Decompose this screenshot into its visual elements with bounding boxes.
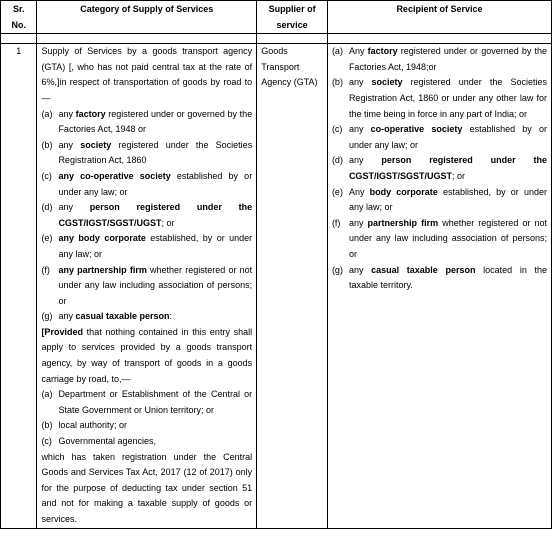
recipient-item-keyword: co-operative society: [370, 124, 463, 135]
recipient-item-suffix: established, by or under any law; or: [348, 186, 547, 213]
recipient-item-keyword: body corporate: [369, 186, 438, 197]
category-item-text: [58, 107, 252, 138]
category-item: [41, 138, 252, 169]
recipient-item: [332, 263, 547, 294]
category-item-prefix: any: [58, 108, 76, 119]
recipient-cell: [327, 44, 551, 528]
category-item-keyword: any partnership firm: [58, 264, 147, 275]
proviso-text: that nothing contained in this entry shall apply to services provided by a goods transport agency, by way of transport of goods in a goods carriage by road, to,—: [41, 326, 253, 384]
recipient-item-text: [349, 75, 547, 122]
category-item-text: [58, 138, 252, 169]
category-item-label: (g): [41, 311, 53, 322]
recipient-item-label: (f): [331, 217, 341, 228]
category-item-text: [58, 169, 252, 200]
category-item-suffix: registered under or governed by the Factories Act, 1948 or: [58, 108, 253, 135]
recipient-item-text: [349, 153, 547, 184]
recipient-item-label: (e): [331, 186, 343, 197]
category-item-text: [58, 200, 252, 231]
category-item: [41, 231, 252, 262]
closing-paragraph: which has taken registration under the Central Goods and Services Tax Act, 2017 (12 of 2017) only for the purpose of deducting tax under section 51 and not for making a taxable supply of goods or services.: [41, 451, 253, 524]
recipient-item-keyword: partnership firm: [367, 217, 439, 228]
category-item-text: [58, 263, 252, 310]
recipient-item-suffix: registered under or governed by the Factories Act, 1948;or: [348, 46, 548, 72]
recipient-item-prefix: any: [348, 77, 372, 88]
recipient-item: [332, 75, 547, 122]
proviso-item: [41, 434, 252, 450]
recipient-item: [332, 185, 547, 216]
proviso-item-list: [41, 387, 252, 449]
category-item-text: [58, 231, 252, 262]
recipient-item: [332, 153, 547, 184]
category-item-keyword: society: [80, 139, 112, 150]
spacer-row: [1, 34, 552, 44]
category-item-keyword: person registered under the CGST/IGST/SGST/UGST: [58, 202, 253, 228]
category-item-label: (f): [41, 264, 50, 275]
recipient-item-text: [349, 263, 547, 294]
recipient-item-prefix: Any: [348, 46, 368, 57]
recipient-item: [332, 44, 547, 75]
category-item-suffix: established by or under any law; or: [58, 170, 253, 197]
category-item-keyword: any body corporate: [58, 233, 146, 244]
recipient-item-label: (a): [331, 46, 343, 57]
category-item-label: (c): [41, 170, 52, 181]
proviso-item-label: (c): [41, 436, 52, 447]
proviso-item-text: local authority; or: [58, 420, 127, 431]
recipient-item-text: [349, 185, 547, 216]
proviso-item: [41, 387, 252, 418]
category-item-suffix: ; or: [161, 217, 175, 228]
category-item-label: (d): [41, 202, 53, 213]
recipient-item-keyword: factory: [367, 46, 398, 57]
category-item-suffix: whether registered or not under any law including association of persons; or: [58, 264, 253, 306]
recipient-item-keyword: casual taxable person: [371, 264, 476, 275]
category-item-prefix: any: [58, 202, 90, 213]
category-item: [41, 107, 252, 138]
header-recipient: Recipient of Service: [327, 1, 551, 34]
proviso-item-text: Governmental agencies,: [58, 436, 156, 447]
recipient-item-label: (g): [331, 264, 343, 275]
recipient-item-suffix: registered under the Societies Registration Act, 1860 or under any other law for the time being in force in any part of India; or: [348, 77, 547, 119]
supplier-cell: Goods Transport Agency (GTA): [257, 44, 328, 528]
proviso-item: [41, 418, 252, 434]
proviso-item-text: Department or Establishment of the Central or State Government or Union territory; or: [58, 389, 253, 415]
category-item-label: (a): [41, 108, 53, 119]
recipient-item-label: (c): [331, 124, 343, 135]
recipient-item-keyword: society: [371, 77, 403, 88]
header-category: Category of Supply of Services: [37, 1, 257, 34]
category-item-label: (b): [41, 139, 53, 150]
header-supplier: Supplier of service: [257, 1, 328, 34]
table-row: [1, 44, 552, 528]
recipient-item-suffix: whether registered or not under any law including association of persons; or: [348, 217, 547, 259]
category-item-suffix: registered under the Societies Registration Act, 1860: [58, 139, 253, 166]
category-item-keyword: factory: [75, 108, 106, 119]
recipient-item-list: [332, 44, 547, 294]
category-item-suffix: :: [169, 311, 173, 322]
recipient-item-suffix: ; or: [451, 170, 465, 181]
category-item-prefix: any: [58, 139, 81, 150]
recipient-item-text: [349, 216, 547, 263]
recipient-item-text: [349, 122, 547, 153]
recipient-item-suffix: established by or under any law; or: [348, 124, 547, 150]
recipient-item-suffix: located in the taxable territory.: [348, 264, 548, 291]
recipient-item-prefix: Any: [348, 186, 370, 197]
category-item: [41, 169, 252, 200]
category-item-suffix: established, by or under any law; or: [58, 233, 253, 259]
recipient-item-prefix: any: [348, 155, 382, 166]
category-item: [41, 200, 252, 231]
category-item-keyword: casual taxable person: [75, 311, 170, 322]
category-item-text: [58, 309, 252, 325]
header-sr-no: Sr. No.: [1, 1, 37, 34]
header-row: [1, 1, 552, 34]
category-cell: [37, 44, 257, 528]
category-item-keyword: any co-operative society: [58, 170, 171, 181]
recipient-item-label: (b): [331, 77, 343, 88]
category-intro: Supply of Services by a goods transport agency (GTA) [, who has not paid central tax at the rate of 6%,]in respect of transportation of goods by road to—: [41, 46, 253, 103]
category-item: [41, 309, 252, 325]
recipient-item-text: [349, 44, 547, 75]
recipient-item-prefix: any: [348, 264, 372, 275]
category-item-prefix: any: [58, 311, 76, 322]
category-item-label: (e): [41, 233, 53, 244]
recipient-item: [332, 216, 547, 263]
proviso-label: [Provided: [41, 326, 83, 337]
recipient-item-prefix: any: [348, 217, 368, 228]
proviso-item-label: (b): [41, 420, 53, 431]
recipient-item-label: (d): [331, 155, 343, 166]
category-item: [41, 263, 252, 310]
recipient-item: [332, 122, 547, 153]
proviso-paragraph: [41, 325, 252, 387]
category-item-list: [41, 107, 252, 325]
recipient-item-prefix: any: [348, 124, 371, 135]
recipient-item-keyword: person registered under the CGST/IGST/SGST/UGST: [348, 155, 547, 181]
proviso-item-label: (a): [41, 389, 53, 400]
sr-no-cell: 1: [1, 44, 37, 528]
